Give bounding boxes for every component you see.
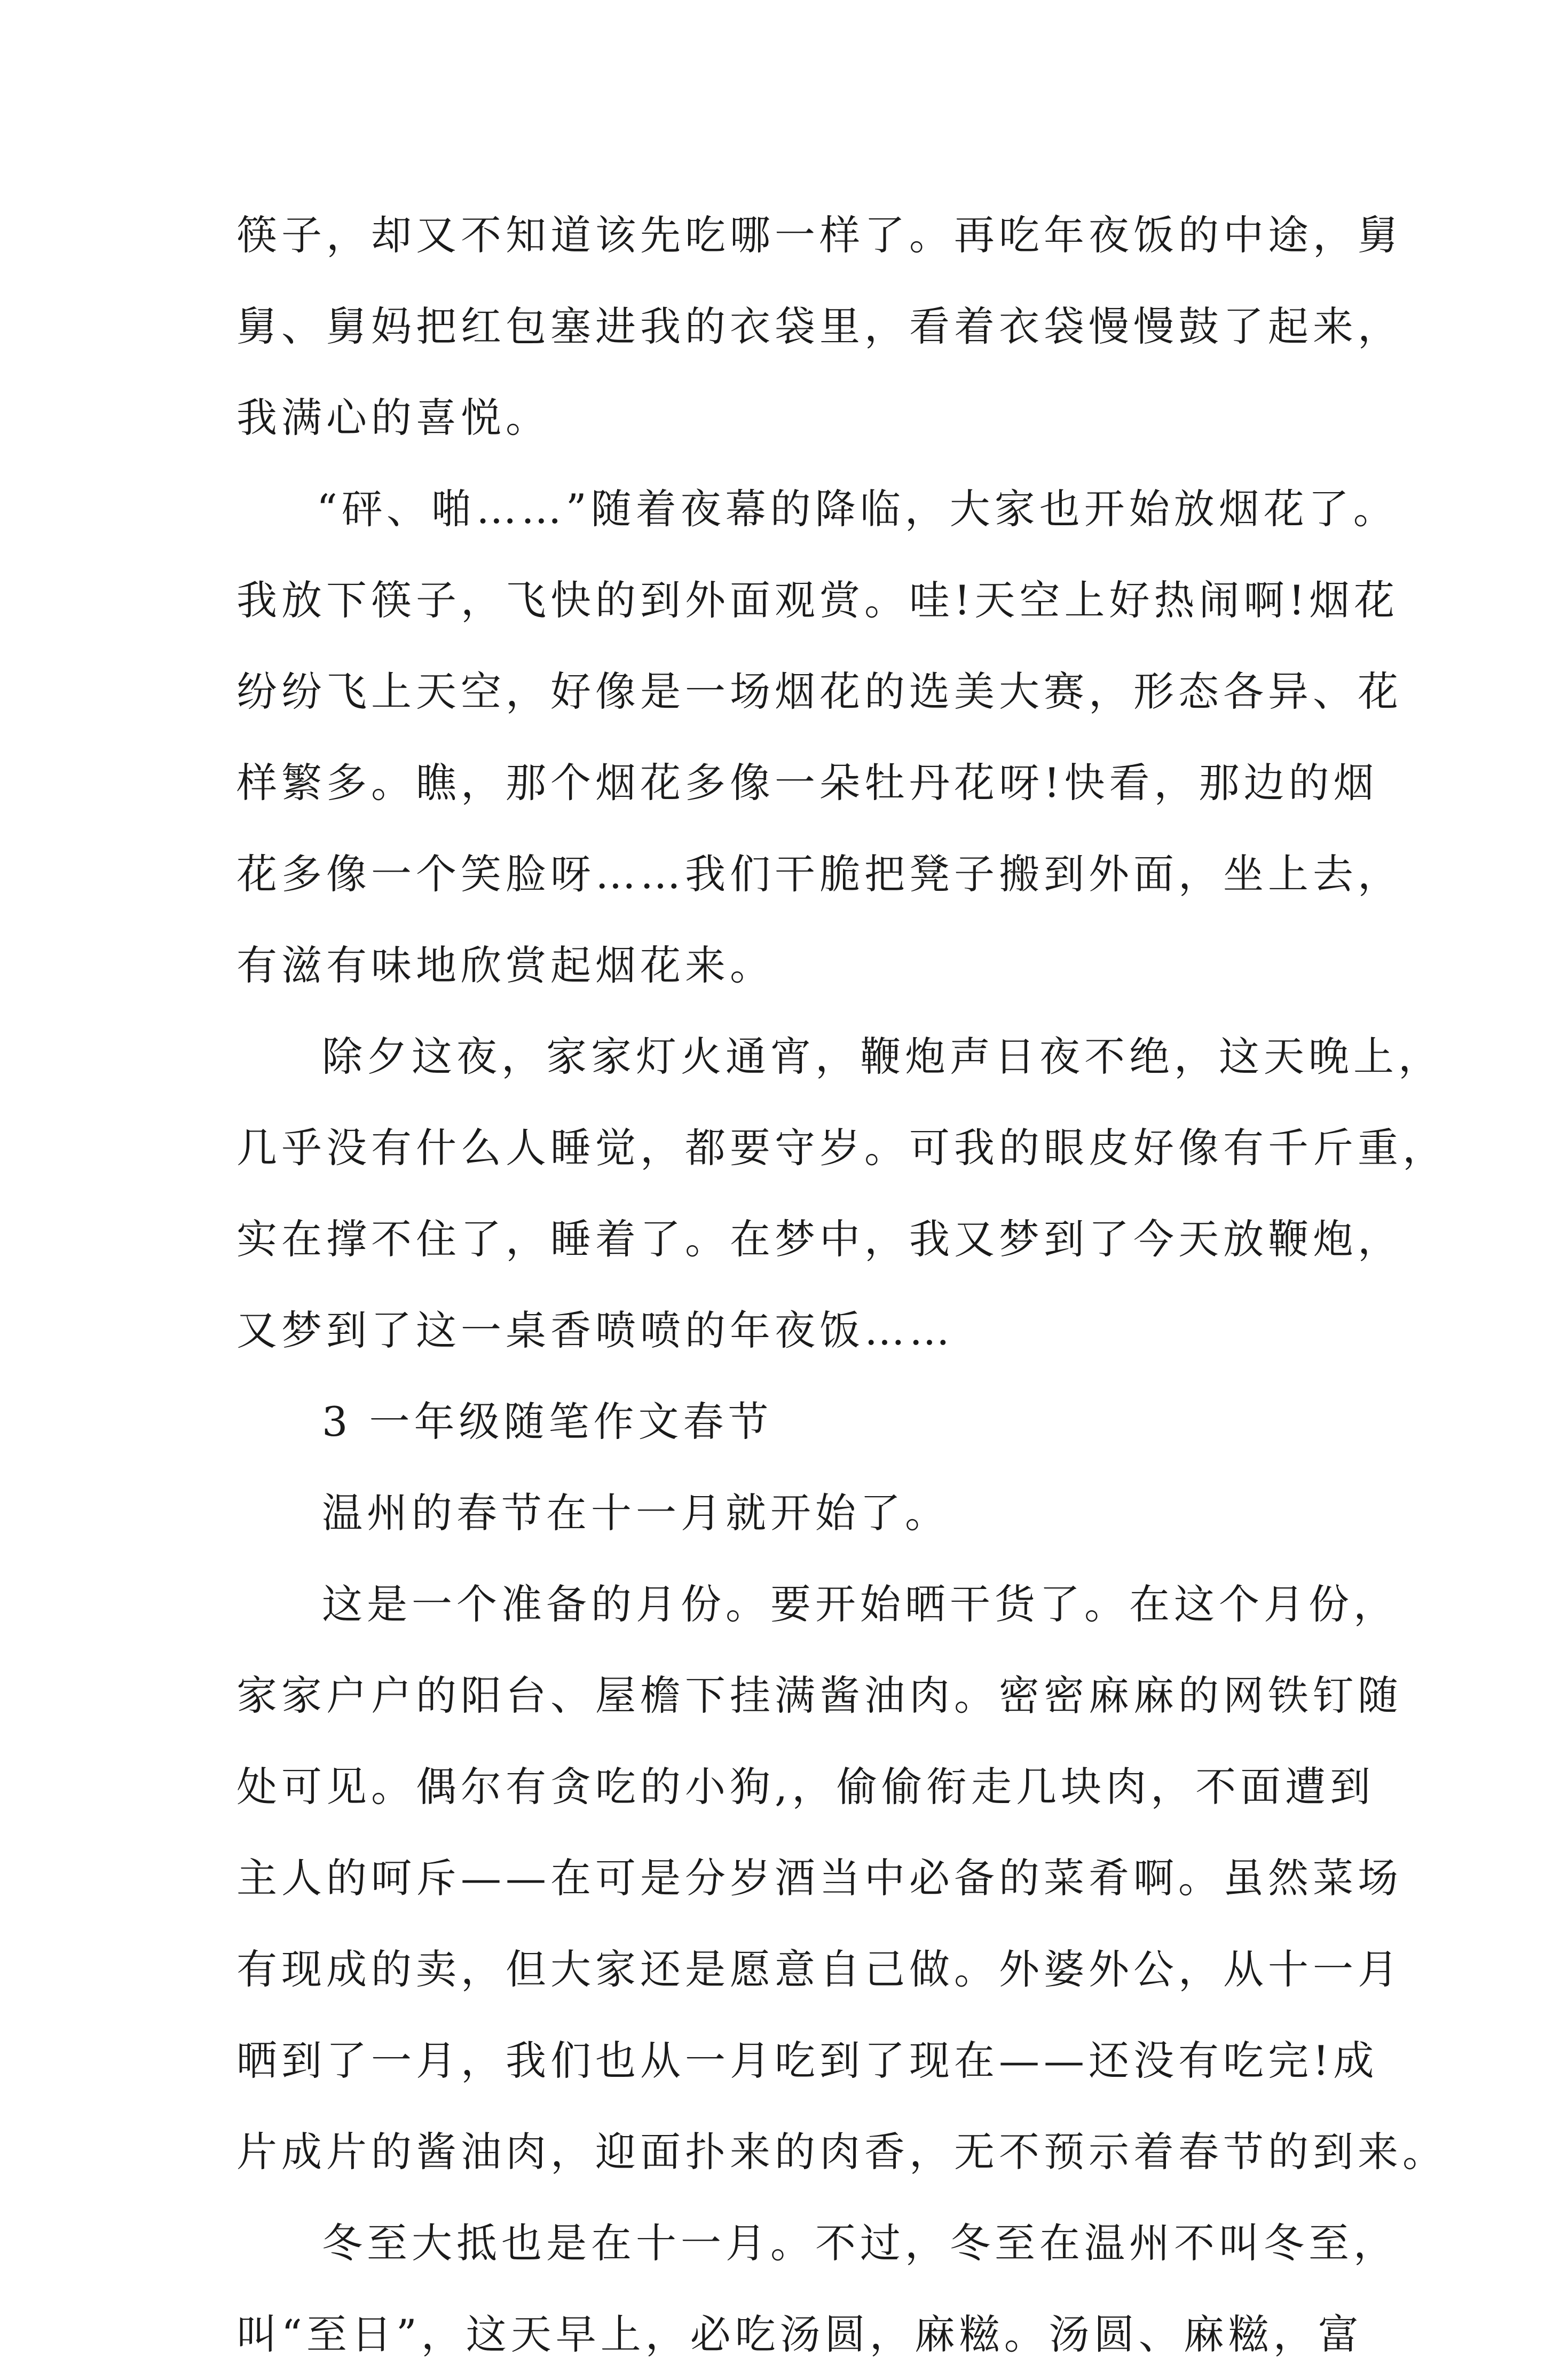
text-line: 温州的春节在十一月就开始了。 — [322, 1489, 950, 1537]
text-line: 片成片的酱油肉，迎面扑来的肉香，无不预示着春节的到来。 — [237, 2128, 1447, 2176]
text-line: 又梦到了这一桌香喷喷的年夜饭…… — [237, 1307, 954, 1354]
text-line: 冬至大抵也是在十一月。不过，冬至在温州不叫冬至， — [322, 2219, 1398, 2267]
text-line: 处可见。偶尔有贪吃的小狗,，偷偷衔走几块肉，不面遭到 — [237, 1763, 1375, 1810]
text-line: 家家户户的阳台、屋檐下挂满酱油肉。密密麻麻的网铁钉随 — [237, 1672, 1402, 1719]
text-line: 有现成的卖，但大家还是愿意自己做。外婆外公，从十一月 — [237, 1946, 1402, 1993]
essay-text — [237, 189, 1447, 2380]
text-line: 除夕这夜，家家灯火通宵，鞭炮声日夜不绝，这天晚上， — [322, 1033, 1443, 1080]
text-line: 几乎没有什么人睡觉，都要守岁。可我的眼皮好像有千斤重， — [237, 1124, 1447, 1172]
text-line: 晒到了一月，我们也从一月吃到了现在——还没有吃完!成 — [237, 2037, 1378, 2084]
text-line: 这是一个准备的月份。要开始晒干货了。在这个月份， — [322, 1580, 1398, 1628]
text-line: “砰、啪……”随着夜幕的降临，大家也开始放烟花了。 — [317, 485, 1398, 533]
text-line: 叫“至日”，这天早上，必吃汤圆，麻糍。汤圆、麻糍，富 — [237, 2311, 1363, 2358]
text-line: 主人的呵斥——在可是分岁酒当中必备的菜肴啊。虽然菜场 — [237, 1854, 1402, 1902]
text-line: 我放下筷子，飞快的到外面观赏。哇!天空上好热闹啊!烟花 — [237, 576, 1399, 624]
text-line: 有滋有味地欣赏起烟花来。 — [237, 942, 775, 989]
text-line: 我满心的喜悦。 — [237, 394, 550, 441]
text-line: 样繁多。瞧，那个烟花多像一朵牡丹花呀!快看，那边的烟 — [237, 759, 1378, 806]
section-heading: 3 一年级随笔作文春节 — [322, 1398, 773, 1445]
text-line: 筷子，却又不知道该先吃哪一样了。再吃年夜饭的中途，舅 — [237, 211, 1402, 259]
text-line: 舅、舅妈把红包塞进我的衣袋里，看着衣袋慢慢鼓了起来， — [237, 303, 1402, 350]
text-line: 纷纷飞上天空，好像是一场烟花的选美大赛，形态各异、花 — [237, 668, 1402, 715]
text-line: 花多像一个笑脸呀……我们干脆把凳子搬到外面，坐上去， — [237, 850, 1402, 898]
text-line: 实在撑不住了，睡着了。在梦中，我又梦到了今天放鞭炮， — [237, 1215, 1402, 1263]
